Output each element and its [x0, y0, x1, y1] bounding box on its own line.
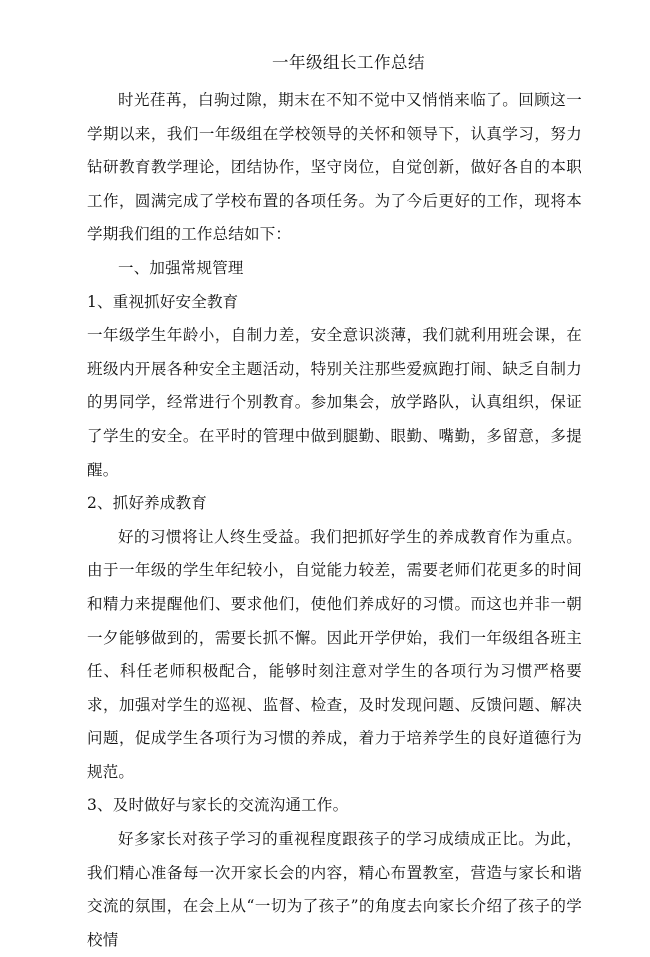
safety-paragraph: 一年级学生年龄小，自制力差，安全意识淡薄，我们就利用班会课，在班级内开展各种安全主题活动，特别关注那些爱疯跑打闹、缺乏自制力的男同学，经常进行个别教育。参加集会，放学路队，认真组织，保证了学生的安全。在平时的管理中做到腿勤、眼勤、嘴勤，多留意，多提醒。: [87, 326, 582, 479]
section-heading-1: 一、加强常规管理: [118, 258, 244, 277]
subheading-parents: 3、及时做好与家长的交流沟通工作。: [87, 796, 349, 815]
parents-paragraph: 好多家长对孩子学习的重视程度跟孩子的学习成绩成正比。为此，我们精心准备每一次开家长会的内容，精心布置教室，营造与家长和谐交流的氛围，在会上从“一切为了孩子”的角度去向家长介绍了孩子的学校情: [87, 830, 582, 949]
subheading-safety: 1、重视抓好安全教育: [87, 292, 239, 311]
document-title: 一年级组长工作总结: [272, 53, 425, 72]
habits-paragraph: 好的习惯将让人终生受益。我们把抓好学生的养成教育作为重点。由于一年级的学生年纪较小，自觉能力较差，需要老师们花更多的时间和精力来提醒他们、要求他们，使他们养成好的习惯。而这也并非一朝一夕能够做到的，需要长抓不懈。因此开学伊始，我们一年级组各班主任、科任老师积极配合，能够时刻注意对学生的各项行为习惯严格要求，加强对学生的巡视、监督、检查，及时发现问题、反馈问题、解决问题，促成学生各项行为习惯的养成，着力于培养学生的良好道德行为规范。: [87, 527, 582, 781]
document-page: [87, 48, 582, 957]
intro-paragraph: 时光荏苒，白驹过隙，期末在不知不觉中又悄悄来临了。回顾这一学期以来，我们一年级组在学校领导的关怀和领导下，认真学习，努力钻研教育教学理论，团结协作，坚守岗位，自觉创新，做好各自的本职工作，圆满完成了学校布置的各项任务。为了今后更好的工作，现将本学期我们组的工作总结如下：: [87, 91, 582, 244]
subheading-habits: 2、抓好养成教育: [87, 494, 207, 513]
